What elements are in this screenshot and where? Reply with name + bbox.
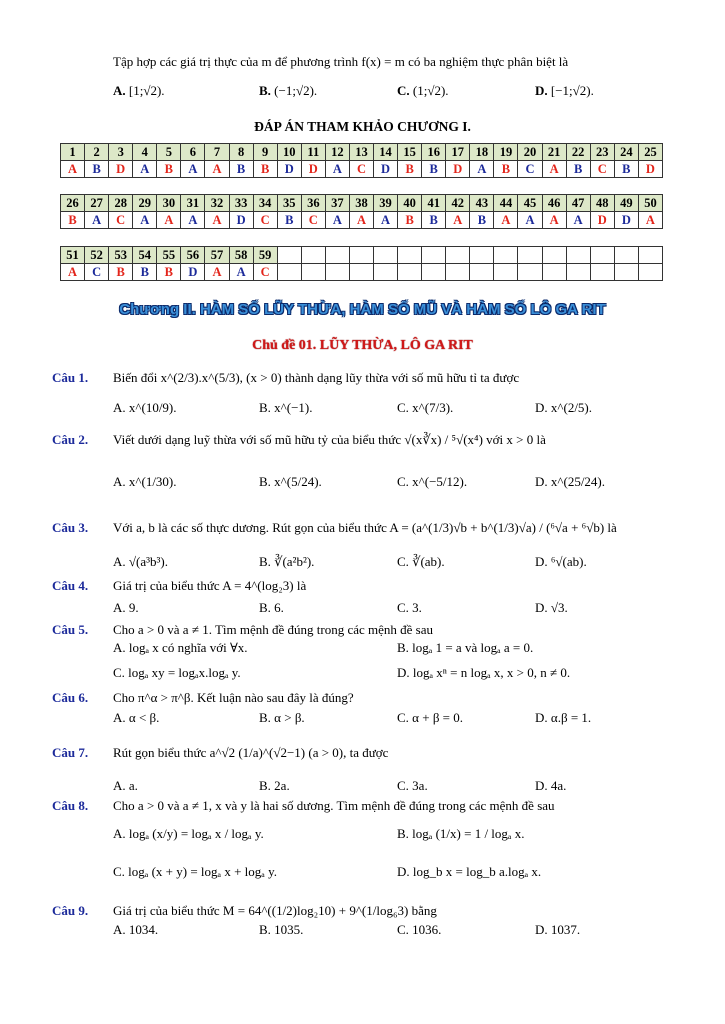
answer-option: B. ∛(a²b²). [259,554,315,569]
question-text: Biến đổi x^(2/3).x^(5/3), (x > 0) thành dạng lũy thừa với số mũ hữu tỉ ta được [113,370,520,385]
answer-number-cell: 44 [494,195,518,212]
answer-letter-cell: B [494,161,518,178]
question-label: Câu 8. [52,798,89,813]
answer-number-cell [470,247,494,264]
answer-number-cell: 13 [349,144,373,161]
answer-option: B. x^(5/24). [259,474,322,489]
answer-letter-cell [398,264,422,281]
answer-letter-cell: D [109,161,133,178]
question-text: Với a, b là các số thực dương. Rút gọn của biểu thức A = (a^(1/3)√b + b^(1/3)√a) / (⁶√a + ⁶√b) là [113,520,617,535]
answer-letter-cell: A [325,212,349,229]
answer-option: D. log_b x = log_b a.logₐ x. [397,864,542,879]
answer-letter-cell: A [157,212,181,229]
answer-letter-cell: B [61,212,85,229]
answer-letter-cell: C [301,212,325,229]
answer-number-cell: 10 [277,144,301,161]
answer-letter-cell [542,264,566,281]
answer-letter-cell: A [205,161,229,178]
answer-option: D. α.β = 1. [535,710,592,725]
answer-option: B. 6. [259,600,284,615]
answer-letter-cell: D [614,212,638,229]
question-label: Câu 1. [52,370,89,385]
intro-option-c: C. (1;√2). [397,83,449,98]
answer-letter-cell [349,264,373,281]
answer-number-cell: 47 [566,195,590,212]
answer-letter-cell: A [85,212,109,229]
answer-letter-cell: A [446,212,470,229]
answer-number-cell: 4 [133,144,157,161]
intro-options [0,83,725,103]
answer-number-cell [374,247,398,264]
answer-option: C. ∛(ab). [397,554,445,569]
answer-letter-cell: B [422,161,446,178]
answer-letter-cell: B [133,264,157,281]
question-text: Rút gọn biểu thức a^√2 (1/a)^(√2−1) (a > 0), ta được [113,745,389,760]
answer-option: C. x^(−5/12). [397,474,468,489]
answer-letter-cell: A [61,264,85,281]
intro-option-d: D. [−1;√2). [535,83,594,98]
answer-letter-cell: A [470,161,494,178]
answer-option: C. logₐ xy = logₐx.logₐ y. [113,665,241,680]
question-label: Câu 3. [52,520,89,535]
answer-number-cell: 21 [542,144,566,161]
answer-letter-cell [277,264,301,281]
answer-option: D. √3. [535,600,568,615]
answer-number-cell: 20 [518,144,542,161]
answer-option: B. 1035. [259,922,304,937]
answer-letter-cell: A [566,212,590,229]
answer-number-cell: 8 [229,144,253,161]
answer-number-cell: 16 [422,144,446,161]
answer-letter-cell: A [61,161,85,178]
answer-number-cell: 33 [229,195,253,212]
answer-number-cell: 7 [205,144,229,161]
answer-letter-cell [494,264,518,281]
question-label: Câu 7. [52,745,89,760]
answer-number-cell: 51 [61,247,85,264]
answer-option: A. logₐ (x/y) = logₐ x / logₐ y. [113,826,264,841]
answer-number-cell: 45 [518,195,542,212]
answer-letter-cell [470,264,494,281]
answer-letter-cell: A [638,212,662,229]
question-text: Cho π^α > π^β. Kết luận nào sau đây là đúng? [113,690,354,705]
answer-number-row [61,144,663,161]
answer-number-cell: 40 [398,195,422,212]
answer-number-cell: 29 [133,195,157,212]
answer-number-cell: 56 [181,247,205,264]
answer-option: A. logₐ x có nghĩa với ∀x. [113,640,248,655]
answer-option: C. α + β = 0. [397,710,464,725]
answer-letter-cell [446,264,470,281]
answer-option: C. logₐ (x + y) = logₐ x + logₐ y. [113,864,277,879]
answer-number-cell: 2 [85,144,109,161]
question-text: Cho a > 0 và a ≠ 1, x và y là hai số dương. Tìm mệnh đề đúng trong các mệnh đề sau [113,798,555,813]
answer-option: B. 2a. [259,778,290,793]
answer-letter-cell: C [590,161,614,178]
answer-letter-cell [301,264,325,281]
answer-number-cell: 36 [301,195,325,212]
intro-option-b: B. (−1;√2). [259,83,318,98]
answer-number-cell: 43 [470,195,494,212]
answer-number-cell [325,247,349,264]
answer-number-cell: 37 [325,195,349,212]
answer-letter-cell: A [229,264,253,281]
intro-option-a: A. [1;√2). [113,83,165,98]
answer-option: A. √(a³b³). [113,554,168,569]
answer-option: B. logₐ (1/x) = 1 / logₐ x. [397,826,525,841]
answer-number-cell [566,247,590,264]
answer-number-cell: 25 [638,144,662,161]
answer-number-cell: 53 [109,247,133,264]
answer-option: C. 3a. [397,778,428,793]
answer-letter-cell: A [181,161,205,178]
answer-option: A. a. [113,778,138,793]
answer-option: B. x^(−1). [259,400,313,415]
answer-letter-cell: A [542,212,566,229]
answer-number-cell: 49 [614,195,638,212]
answer-letter-cell [638,264,662,281]
answer-letter-cell: A [374,212,398,229]
answer-number-cell: 31 [181,195,205,212]
answer-letter-cell: C [253,212,277,229]
question-label: Câu 9. [52,903,89,918]
answer-letter-cell: A [325,161,349,178]
answer-option: C. 3. [397,600,422,615]
answer-option: B. logₐ 1 = a và logₐ a = 0. [397,640,534,655]
answer-letter-cell: A [133,161,157,178]
question-text: Giá trị của biểu thức A = 4^(log₂3) là [113,578,307,593]
answer-option: C. x^(7/3). [397,400,454,415]
answer-letter-cell: D [590,212,614,229]
answer-letter-cell: B [614,161,638,178]
answer-number-cell [301,247,325,264]
answer-number-cell [638,247,662,264]
answer-number-cell: 19 [494,144,518,161]
answer-option: D. ⁶√(ab). [535,554,587,569]
answer-letter-cell: B [470,212,494,229]
answer-number-cell [277,247,301,264]
question-text: Giá trị của biểu thức M = 64^((1/2)log₂10) + 9^(1/log₆3) bằng [113,903,437,918]
answer-letter-cell: C [253,264,277,281]
answer-letter-cell: A [181,212,205,229]
answer-number-cell: 9 [253,144,277,161]
answer-letter-cell: B [253,161,277,178]
answer-letter-cell: D [181,264,205,281]
answers-title: ĐÁP ÁN THAM KHẢO CHƯƠNG I. [254,119,471,134]
answer-number-cell: 27 [85,195,109,212]
answer-number-cell: 3 [109,144,133,161]
answer-letter-cell: A [494,212,518,229]
answer-number-cell: 11 [301,144,325,161]
answer-number-cell [349,247,373,264]
answer-option: A. α < β. [113,710,160,725]
answer-letter-cell: D [638,161,662,178]
answer-letter-cell [374,264,398,281]
answer-letter-cell [422,264,446,281]
answer-letter-row [61,212,663,229]
answer-letter-cell: C [109,212,133,229]
answer-table-1 [60,143,663,178]
answer-number-cell: 39 [374,195,398,212]
answer-number-cell [614,247,638,264]
question-label: Câu 2. [52,432,89,447]
answer-option: A. x^(10/9). [113,400,177,415]
answer-number-cell: 18 [470,144,494,161]
answer-option: D. x^(2/5). [535,400,593,415]
answer-number-cell: 59 [253,247,277,264]
answer-letter-cell: B [157,264,181,281]
answer-letter-cell: D [277,161,301,178]
answer-number-cell [446,247,470,264]
question-label: Câu 5. [52,622,89,637]
answer-number-cell [542,247,566,264]
answer-letter-cell: B [109,264,133,281]
answer-number-cell: 5 [157,144,181,161]
answer-number-cell: 38 [349,195,373,212]
intro-question-text: Tập hợp các giá trị thực của m để phương trình f(x) = m có ba nghiệm thực phân biệt là [113,54,569,69]
answer-number-cell: 26 [61,195,85,212]
answer-letter-row [61,161,663,178]
answer-number-cell: 17 [446,144,470,161]
answer-number-cell: 12 [325,144,349,161]
answer-letter-row [61,264,663,281]
answer-number-cell: 35 [277,195,301,212]
answer-number-cell [422,247,446,264]
answer-number-cell: 57 [205,247,229,264]
answer-letter-cell: B [566,161,590,178]
answer-number-cell: 1 [61,144,85,161]
answer-number-cell: 22 [566,144,590,161]
answer-letter-cell: B [157,161,181,178]
answer-option: A. 9. [113,600,139,615]
answer-number-cell: 52 [85,247,109,264]
answer-number-cell: 54 [133,247,157,264]
question-label: Câu 6. [52,690,89,705]
answer-letter-cell [518,264,542,281]
topic-title: Chủ đề 01. LŨY THỪA, LÔ GA RIT [252,338,473,353]
answer-number-cell: 15 [398,144,422,161]
answer-letter-cell: D [229,212,253,229]
answer-letter-cell: A [542,161,566,178]
answer-number-cell: 46 [542,195,566,212]
answer-option: A. 1034. [113,922,159,937]
answer-letter-cell: C [349,161,373,178]
answer-letter-cell: A [349,212,373,229]
answer-number-cell [398,247,422,264]
answer-letter-cell: B [277,212,301,229]
answer-letter-cell: D [374,161,398,178]
answer-letter-cell [614,264,638,281]
answer-option: D. 1037. [535,922,581,937]
answer-option: D. logₐ xⁿ = n logₐ x, x > 0, n ≠ 0. [397,665,571,680]
answer-number-cell: 24 [614,144,638,161]
answer-letter-cell: B [398,212,422,229]
answer-option: D. 4a. [535,778,567,793]
question-text: Viết dưới dạng luỹ thừa với số mũ hữu tỷ của biểu thức √(x∛x) / ⁵√(x⁴) với x > 0 là [113,432,546,447]
answer-number-cell [494,247,518,264]
answer-number-cell: 14 [374,144,398,161]
answer-letter-cell: D [301,161,325,178]
answer-number-cell: 30 [157,195,181,212]
answer-number-cell: 32 [205,195,229,212]
answer-number-cell: 23 [590,144,614,161]
chapter-title: Chương II. HÀM SỐ LŨY THỪA, HÀM SỐ MŨ VÀ HÀM SỐ LÔ GA RIT [119,301,606,318]
answer-number-row [61,195,663,212]
answer-number-cell [518,247,542,264]
answer-option: D. x^(25/24). [535,474,606,489]
answer-letter-cell: D [446,161,470,178]
question-label: Câu 4. [52,578,89,593]
question-text: Cho a > 0 và a ≠ 1. Tìm mệnh đề đúng trong các mệnh đề sau [113,622,434,637]
answer-letter-cell: A [518,212,542,229]
answer-number-cell: 6 [181,144,205,161]
answer-number-cell: 28 [109,195,133,212]
answer-letter-cell: B [422,212,446,229]
answer-letter-cell [325,264,349,281]
answer-letter-cell: A [205,212,229,229]
answer-number-cell: 41 [422,195,446,212]
answer-option: B. α > β. [259,710,305,725]
answer-table-3 [60,246,663,281]
answer-letter-cell: C [85,264,109,281]
answer-letter-cell: A [205,264,229,281]
answer-number-cell: 55 [157,247,181,264]
answer-number-cell: 42 [446,195,470,212]
answer-letter-cell [590,264,614,281]
answer-number-row [61,247,663,264]
answer-letter-cell: A [133,212,157,229]
answer-option: C. 1036. [397,922,442,937]
answer-number-cell: 58 [229,247,253,264]
answer-number-cell: 34 [253,195,277,212]
answer-letter-cell: B [229,161,253,178]
answer-number-cell: 50 [638,195,662,212]
answer-letter-cell: C [518,161,542,178]
answer-letter-cell [566,264,590,281]
answer-table-2 [60,194,663,229]
answer-letter-cell: B [398,161,422,178]
answer-number-cell [590,247,614,264]
answer-number-cell: 48 [590,195,614,212]
answer-letter-cell: B [85,161,109,178]
answer-option: A. x^(1/30). [113,474,177,489]
